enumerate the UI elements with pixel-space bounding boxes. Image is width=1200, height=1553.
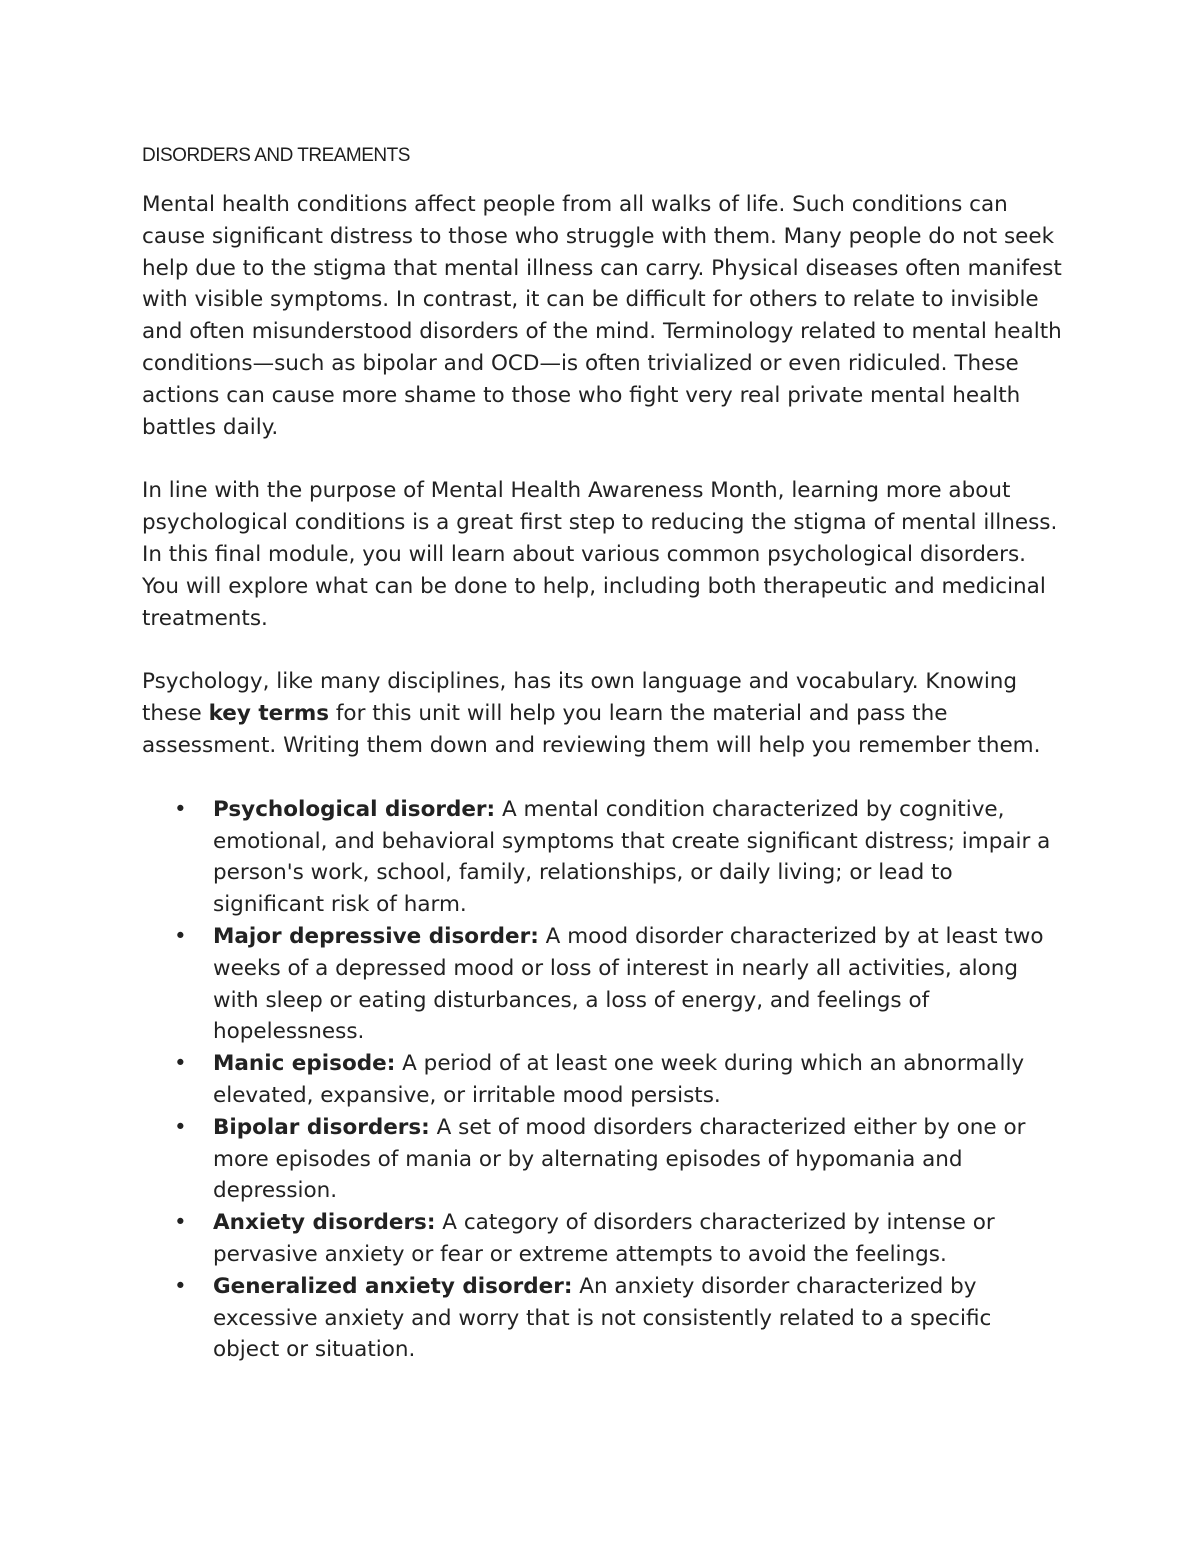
list-item — [142, 1048, 1062, 1112]
term-name: Generalized anxiety disorder: — [213, 1273, 573, 1299]
bullet-icon: • — [174, 1114, 187, 1140]
bullet-icon: • — [174, 1051, 187, 1077]
list-item — [142, 1271, 1062, 1366]
list-item — [142, 921, 1062, 1048]
bullet-icon: • — [174, 796, 187, 822]
key-terms-list — [142, 794, 1062, 1366]
term-definition: A period of at least one week during which an abnormally elevated, expansive, or irritable mood persists. — [213, 1051, 1025, 1108]
term-definition: A mental condition characterized by cognitive, emotional, and behavioral symptoms that create significant distress; impair a person's work, school, family, relationships, or daily living; or lead to significant risk of harm. — [213, 796, 1051, 918]
key-terms-paragraph-start: Psychology, like many disciplines, has its own language and vocabulary. Knowing these — [142, 669, 1018, 727]
bullet-icon: • — [174, 1273, 187, 1299]
document-title: DISORDERS AND TREAMENTS — [142, 145, 410, 166]
key-terms-paragraph — [142, 666, 1062, 761]
list-item — [142, 794, 1062, 921]
list-item — [142, 1112, 1062, 1207]
term-definition: A category of disorders characterized by intense or pervasive anxiety or fear or extreme attempts to avoid the feelings. — [213, 1210, 995, 1267]
term-name: Bipolar disorders: — [213, 1114, 430, 1140]
term-name: Anxiety disorders: — [213, 1210, 436, 1236]
key-terms-emphasis: key terms — [208, 701, 330, 727]
bullet-icon: • — [174, 923, 187, 949]
document-body — [142, 143, 1062, 1366]
term-definition: A mood disorder characterized by at least two weeks of a depressed mood or loss of interest in nearly all activities, along with sleep or eating disturbances, a loss of energy, and feelings of hopelessness. — [213, 923, 1044, 1045]
key-terms-paragraph-end: for this unit will help you learn the material and pass the assessment. Writing them down and reviewing them will help you remember them. — [142, 701, 1041, 758]
term-definition: An anxiety disorder characterized by excessive anxiety and worry that is not consistently related to a specific object or situation. — [213, 1273, 992, 1363]
term-definition: A set of mood disorders characterized either by one or more episodes of mania or by alternating episodes of hypomania and depression. — [213, 1114, 1026, 1204]
bullet-icon: • — [174, 1210, 187, 1236]
term-name: Manic episode: — [213, 1051, 396, 1077]
intro-paragraph: Mental health conditions affect people from all walks of life. Such conditions can cause significant distress to those who struggle with them. Many people do not seek help due to the stigma that mental illness can carry. Physical diseases often manifest with visible symptoms. In contrast, it can be difficult for others to relate to invisible and often misunderstood disorders of the mind. Terminology related to mental health conditions—such as bipolar and OCD—is often trivialized or even ridiculed. These actions can cause more shame to those who fight very real private mental health battles daily. — [142, 192, 1062, 440]
term-name: Psychological disorder: — [213, 796, 496, 822]
awareness-paragraph: In line with the purpose of Mental Health Awareness Month, learning more about psychological conditions is a great first step to reducing the stigma of mental illness. In this final module, you will learn about various common psychological disorders. You will explore what can be done to help, including both therapeutic and medicinal treatments. — [142, 478, 1058, 631]
term-name: Major depressive disorder: — [213, 923, 539, 949]
list-item — [142, 1207, 1062, 1271]
